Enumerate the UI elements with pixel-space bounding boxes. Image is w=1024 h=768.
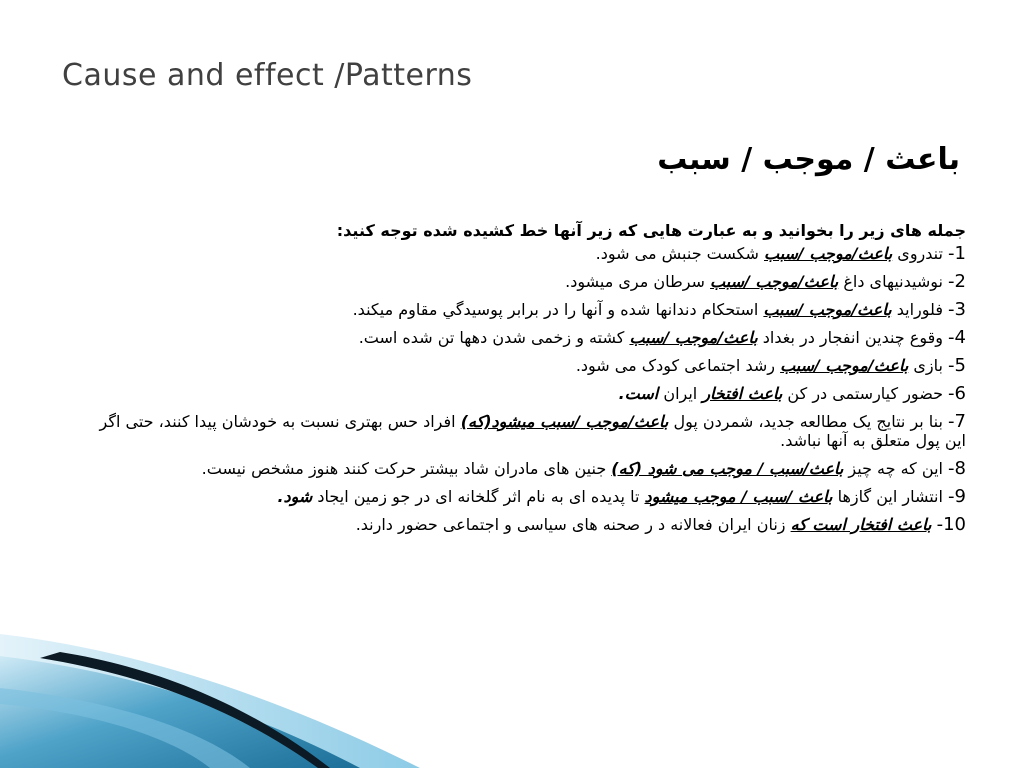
slide-title: Cause and effect /Patterns (62, 58, 473, 93)
item-number: 1- (948, 243, 966, 264)
sentence-list (90, 244, 966, 534)
item-text-before: نوشیدنیهای داغ (838, 272, 949, 291)
underlined-phrase: باعث/موجب /سبب (710, 272, 839, 291)
underlined-phrase: باعث/موجب /سبب میشود(که) (460, 412, 669, 431)
sentence-item (90, 412, 966, 450)
underlined-phrase: باعث/موجب /سبب (763, 300, 892, 319)
item-text-tail: است. (618, 384, 659, 403)
underlined-phrase: باعث/سبب / موجب می شود (که) (611, 459, 844, 478)
item-text-after: رشد اجتماعی کودک می شود. (575, 356, 781, 375)
item-text-after: افراد حس بهتری نسبت به خودشان پیدا کنند، حتی اگر این پول متعلق به آنها نباشد. (99, 412, 966, 450)
underlined-phrase: باعث/موجب /سبب (763, 244, 893, 263)
decorative-wave (0, 628, 420, 768)
sentence-item (90, 459, 966, 478)
item-text-before: حضور کیارستمی در کن (782, 384, 949, 403)
item-number: 5- (948, 355, 966, 376)
item-number: 8- (948, 458, 966, 479)
item-number: 9- (948, 486, 966, 507)
sentence-item (90, 300, 966, 319)
item-text-tail: شود. (277, 487, 313, 506)
item-number: 4- (948, 327, 966, 348)
item-text-before: وقوع چندین انفجار در بغداد (757, 328, 949, 347)
item-text-before: بنا بر نتایج یک مطالعه جدید، شمردن پول (668, 412, 949, 431)
item-text-before: انتشار این گازها (832, 487, 949, 506)
underlined-phrase: باعث /سبب / موجب میشود (644, 487, 833, 506)
item-text-after: زنان ایران فعالانه د ر صحنه های سیاسی و اجتماعی حضور دارند. (355, 515, 791, 534)
item-text-after: سرطان مری میشود. (565, 272, 711, 291)
item-text-after: کشته و زخمی شدن دهها تن شده است. (358, 328, 630, 347)
item-number: 3- (948, 299, 966, 320)
slide-content (90, 138, 966, 543)
item-text-after: ایران (658, 384, 703, 403)
sentence-item (90, 515, 966, 534)
item-number: 6- (948, 383, 966, 404)
underlined-phrase: باعث افتخار (702, 384, 783, 403)
item-text-before: تندروی (892, 244, 949, 263)
sentence-item (90, 384, 966, 403)
sentence-item (90, 487, 966, 506)
item-text-before: این که چه چیز (843, 459, 949, 478)
instruction-text: جمله های زیر را بخوانید و به عبارت هایی که زیر آنها خط کشیده شده توجه کنید: (336, 221, 966, 240)
item-number: 2- (948, 271, 966, 292)
sentence-item (90, 272, 966, 291)
underlined-phrase: باعث/موجب /سبب (629, 328, 758, 347)
item-text-after: جنین های مادران شاد بیشتر حرکت کنند هنوز مشخص نیست. (201, 459, 612, 478)
item-text-after: تا پدیده ای به نام اثر گلخانه ای در جو زمین ایجاد (312, 487, 645, 506)
underlined-phrase: باعث/موجب /سبب (780, 356, 909, 375)
slide-heading: باعث / موجب / سبب (657, 142, 960, 177)
sentence-item (90, 328, 966, 347)
sentence-item (90, 244, 966, 263)
item-text-after: استحکام دندانها شده و آنها را در برابر پوسیدگي مقاوم میکند. (352, 300, 764, 319)
item-text-after: شکست جنبش می شود. (595, 244, 764, 263)
sentence-item (90, 356, 966, 375)
item-text-before: بازی (908, 356, 949, 375)
item-text-before: فلوراید (891, 300, 949, 319)
item-number: 7- (948, 411, 966, 432)
underlined-phrase: باعث افتخار است که (790, 515, 932, 534)
item-number: 10- (936, 514, 966, 535)
